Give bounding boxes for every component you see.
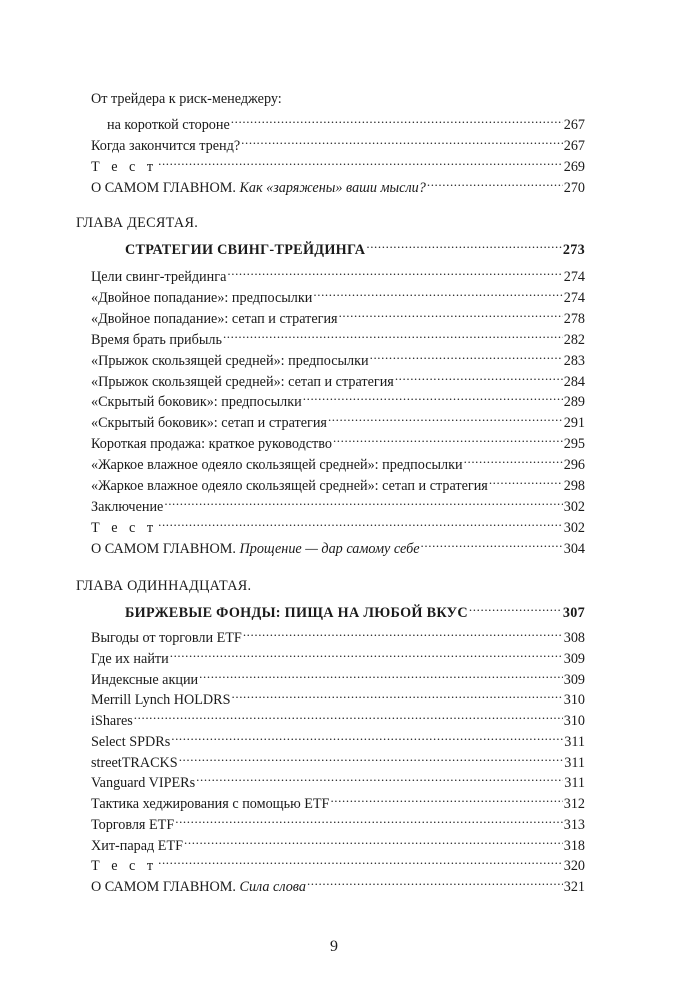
toc-entry-title-main: Короткая продажа: краткое руководство: [91, 436, 332, 453]
dot-leader: [179, 747, 564, 767]
toc-entry-title-main: iShares: [91, 713, 133, 729]
toc-entry: [91, 533, 585, 557]
toc-entry: [91, 747, 585, 771]
toc-entry-title-main: О САМОМ ГЛАВНОМ.: [91, 180, 236, 196]
toc-entry-page: 298: [563, 478, 585, 494]
dot-leader: [184, 830, 563, 850]
toc-entry-page: 283: [563, 352, 585, 369]
dot-leader: [421, 533, 563, 553]
toc-entry: [91, 428, 585, 453]
chapter-heading: [125, 597, 585, 621]
dot-leader: [328, 407, 563, 427]
toc-entry: [91, 767, 585, 792]
toc-entry-title-main: Заключение: [91, 498, 164, 515]
toc-entry-page: 304: [563, 540, 585, 557]
dot-leader: [158, 151, 563, 171]
chapter-heading: [125, 234, 585, 258]
dot-leader: [303, 386, 563, 406]
dot-leader: [489, 470, 563, 490]
dot-leader: [196, 767, 563, 787]
dot-leader: [243, 622, 563, 642]
toc-entry-page: 278: [563, 310, 585, 327]
dot-leader: [231, 109, 563, 129]
toc-entry-title: на короткой стороне: [107, 117, 230, 133]
toc-entry-title-main: Индексные акции: [91, 671, 199, 688]
toc-entry-title-main: Т е с т: [91, 858, 158, 875]
toc-entry: [91, 261, 585, 285]
toc-entry: [91, 130, 585, 154]
toc-entry-page: 313: [563, 816, 585, 833]
dot-leader: [199, 664, 563, 684]
toc-entry-title-italic: Прощение — дар самому себе: [239, 540, 420, 557]
toc-entry-title-main: Vanguard VIPERs: [91, 775, 196, 792]
dot-leader: [241, 130, 563, 150]
toc-entry-title-main: Т е с т: [91, 519, 158, 536]
dot-leader: [333, 428, 563, 448]
toc-entry: [91, 324, 585, 348]
toc-entry: [91, 684, 585, 709]
toc-entry-title-main: Выгоды от торговли ETF: [91, 630, 242, 646]
toc-entry: [91, 172, 585, 196]
toc-entry: [91, 622, 585, 646]
toc-entry-page: 311: [564, 754, 585, 771]
toc-entry-title: [91, 178, 426, 198]
dot-leader: [395, 366, 563, 386]
toc-entry-first-line: От трейдера к риск-менеджеру:: [91, 91, 282, 107]
chapter-title: СТРАТЕГИИ СВИНГ-ТРЕЙДИНГА: [125, 242, 366, 258]
toc-entry-page: 302: [563, 498, 585, 515]
dot-leader: [427, 172, 563, 192]
toc-entry-title-main: «Прыжок скользящей средней»: предпосылки: [91, 352, 369, 369]
toc-entry-title-italic: Как «заряжены» ваши мысли?: [239, 180, 426, 196]
toc-entry-title-main: «Скрытый боковик»: предпосылки: [91, 394, 302, 411]
chapter-label: ГЛАВА ОДИННАДЦАТАЯ.: [76, 578, 252, 594]
toc-entry: [91, 512, 585, 536]
toc-entry-title-main: Цели свинг-трейдинга: [91, 269, 227, 285]
dot-leader: [171, 726, 563, 746]
dot-leader: [313, 282, 562, 302]
toc-entry: [91, 809, 585, 833]
toc-entry-title-italic: Сила слова: [239, 879, 306, 895]
toc-entry-page: 318: [563, 837, 585, 854]
dot-leader: [158, 850, 563, 870]
toc-entry-page: 270: [563, 180, 585, 196]
toc-entry-title-main: Торговля ETF: [91, 816, 175, 833]
toc-entry-title-main: Тактика хеджирования с помощью ETF: [91, 796, 330, 812]
toc-entry: [91, 386, 585, 411]
toc-entry-title-main: «Прыжок скользящей средней»: сетап и стратегия: [91, 373, 394, 390]
toc-entry-page: 274: [563, 289, 585, 306]
toc-entry-title-main: О САМОМ ГЛАВНОМ.: [91, 879, 236, 895]
chapter-page: 307: [562, 605, 585, 621]
toc-entry: [91, 345, 585, 369]
toc-entry-page: 267: [563, 138, 585, 154]
chapter-label: ГЛАВА ДЕСЯТАЯ.: [76, 215, 199, 231]
toc-entry-page: 291: [563, 415, 585, 432]
toc-entry-title-main: «Жаркое влажное одеяло скользящей средней»: сетап и стратегия: [91, 478, 488, 494]
toc-entry: [91, 407, 585, 432]
dot-leader: [330, 788, 562, 808]
toc-entry-page: 296: [563, 457, 585, 474]
toc-entry: [91, 705, 585, 729]
toc-entry-page: 320: [563, 858, 585, 875]
toc-entry-page: 312: [563, 796, 585, 812]
toc-entry: [91, 470, 585, 494]
toc-entry-title: Когда закончится тренд?: [91, 138, 241, 154]
toc-entry-page: 282: [563, 331, 585, 348]
toc-entry-title-main: streetTRACKS: [91, 754, 178, 771]
toc-entry: [91, 788, 585, 812]
toc-entry: [91, 664, 585, 688]
toc-entry: [91, 726, 585, 750]
chapter-title: БИРЖЕВЫЕ ФОНДЫ: ПИЩА НА ЛЮБОЙ ВКУС: [125, 605, 468, 621]
toc-entry-title-main: «Двойное попадание»: предпосылки: [91, 289, 313, 306]
toc-entry-page: 302: [563, 519, 585, 536]
toc-entry-title-main: Select SPDRs: [91, 733, 171, 750]
toc-entry: [91, 366, 585, 390]
toc-entry: [91, 850, 585, 875]
toc-entry-title-main: Merrill Lynch HOLDRS: [91, 692, 231, 709]
toc-entry-page: 321: [563, 879, 585, 895]
toc-entry: [91, 303, 585, 327]
dot-leader: [158, 512, 563, 532]
toc-entry: [91, 151, 585, 175]
chapter-page: 273: [562, 242, 585, 258]
toc-entry-page: 284: [563, 373, 585, 390]
dot-leader: [339, 303, 563, 323]
toc-entry-title: [91, 539, 420, 559]
toc-entry-title-main: Время брать прибыль: [91, 331, 222, 348]
toc-entry-title-main: «Двойное попадание»: сетап и стратегия: [91, 310, 338, 327]
dot-leader: [232, 684, 563, 704]
toc-entry-page: 311: [564, 733, 585, 750]
toc-entry-page: 311: [564, 775, 585, 792]
toc-entry-page: 289: [563, 394, 585, 411]
toc-entry-page: 310: [563, 692, 585, 709]
toc-entry-title-main: «Скрытый боковик»: сетап и стратегия: [91, 415, 327, 432]
dot-leader: [175, 809, 562, 829]
toc-entry-page: 310: [563, 713, 585, 729]
dot-leader: [370, 345, 563, 365]
toc-entry-title-main: Где их найти: [91, 650, 169, 667]
toc-entry-page: 274: [563, 269, 585, 285]
toc-entry-title-main: О САМОМ ГЛАВНОМ.: [91, 540, 236, 557]
toc-entry: [91, 491, 585, 515]
toc-entry-page: 295: [563, 436, 585, 453]
toc-entry-page: 269: [563, 159, 585, 175]
dot-leader: [170, 643, 563, 663]
toc-entry-page: 309: [563, 671, 585, 688]
toc-entry-page: 267: [563, 117, 585, 133]
dot-leader: [223, 324, 563, 344]
toc-entry-page: 308: [563, 630, 585, 646]
dot-leader: [464, 449, 563, 469]
dot-leader: [227, 261, 562, 281]
dot-leader: [164, 491, 562, 511]
toc-entry-title-main: Хит-парад ETF: [91, 837, 184, 854]
toc-entry-title: Т е с т: [91, 159, 158, 175]
toc-entry: [91, 643, 585, 667]
toc-entry: [91, 871, 585, 895]
toc-entry: [91, 830, 585, 854]
dot-leader: [307, 871, 563, 891]
toc-entry-page: 309: [563, 650, 585, 667]
dot-leader: [134, 705, 563, 725]
toc-entry: [91, 449, 585, 474]
dot-leader: [469, 597, 562, 617]
dot-leader: [366, 234, 561, 254]
toc-entry-title-main: «Жаркое влажное одеяло скользящей средней»: предпосылки: [91, 457, 463, 474]
toc-entry-title: [91, 877, 306, 897]
toc-entry: [91, 282, 585, 306]
toc-entry: [107, 109, 585, 133]
page-number: 9: [330, 938, 338, 955]
